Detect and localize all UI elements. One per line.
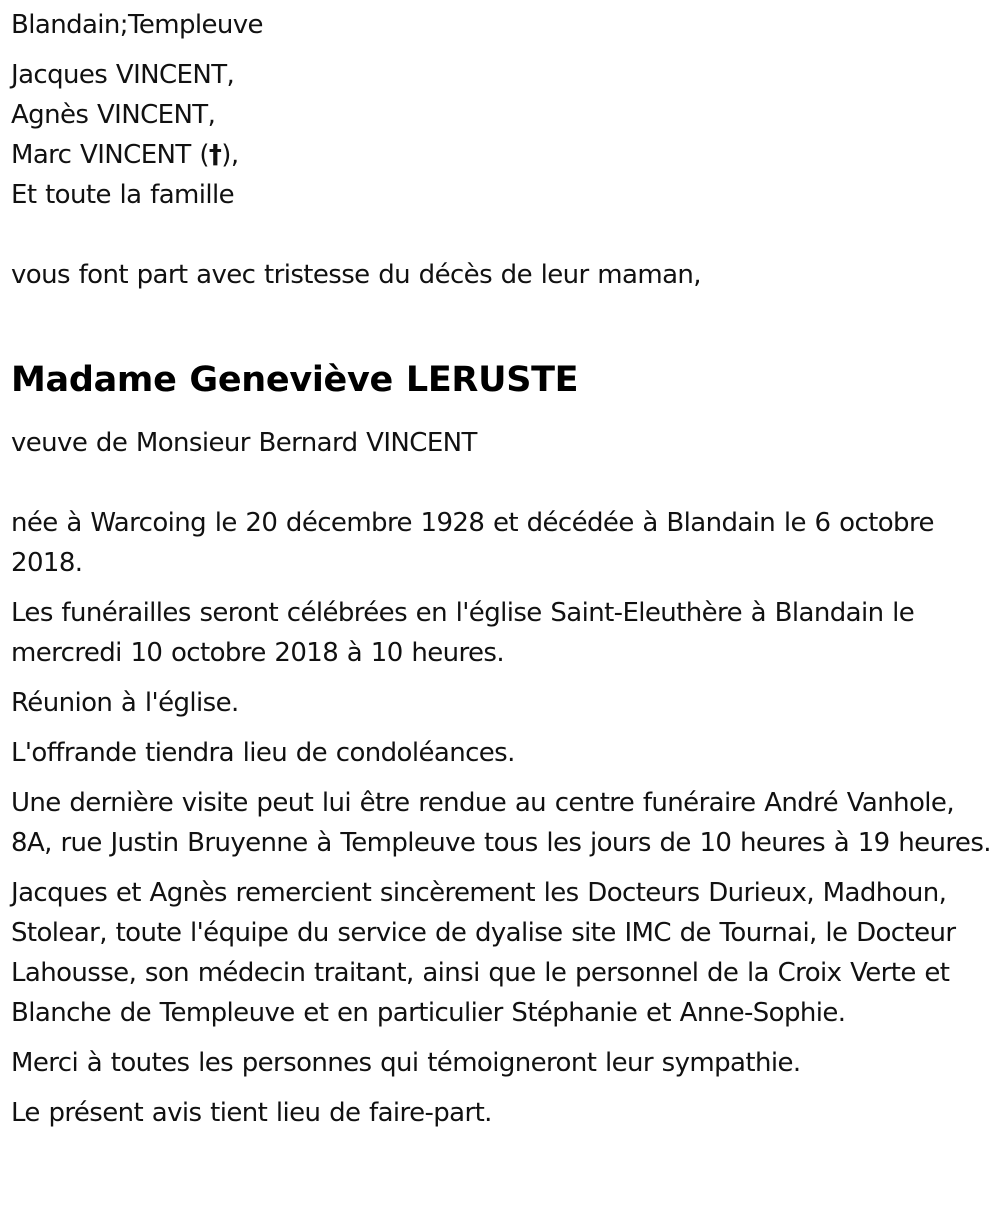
meeting-paragraph: Réunion à l'église. [11,688,239,718]
deceased-name: Madame Geneviève LERUSTE [11,360,579,401]
location-header: Blandain;Templeuve [11,10,263,40]
offering-paragraph: L'offrande tiendra lieu de condoléances. [11,738,515,768]
birth-death-paragraph: née à Warcoing le 20 décembre 1928 et décédée à Blandain le 6 octobre 2018. [11,508,934,578]
sympathy-paragraph: Merci à toutes les personnes qui témoigneront leur sympathie. [11,1048,801,1078]
notice-body [11,503,991,1143]
thanks-paragraph: Jacques et Agnès remercient sincèrement les Docteurs Durieux, Madhoun, Stolear, toute l'équipe du service de dyalise site IMC de Tournai, le Docteur Lahousse, son médecin traitant, ainsi que le personnel de la Croix Verte et Blanche de Templeuve et en particulier Stéphanie et Anne-Sophie. [11,878,956,1028]
notice-paragraph: Le présent avis tient lieu de faire-part. [11,1098,492,1128]
announcement-text: vous font part avec tristesse du décès de leur maman, [11,260,701,290]
family-member: Et toute la famille [11,180,235,210]
widow-of-text: veuve de Monsieur Bernard VINCENT [11,428,477,458]
family-member: Jacques VINCENT, [11,60,235,90]
family-member [11,135,239,175]
family-member-name: Marc VINCENT ( [11,140,209,170]
family-member-suffix: ), [221,140,239,170]
family-list [11,55,239,215]
funeral-paragraph: Les funérailles seront célébrées en l'église Saint-Eleuthère à Blandain le mercredi 10 octobre 2018 à 10 heures. [11,598,915,668]
cross-icon: † [208,140,222,170]
visit-paragraph: Une dernière visite peut lui être rendue au centre funéraire André Vanhole, 8A, rue Justin Bruyenne à Templeuve tous les jours de 10 heures à 19 heures. [11,788,991,858]
family-member: Agnès VINCENT, [11,100,216,130]
